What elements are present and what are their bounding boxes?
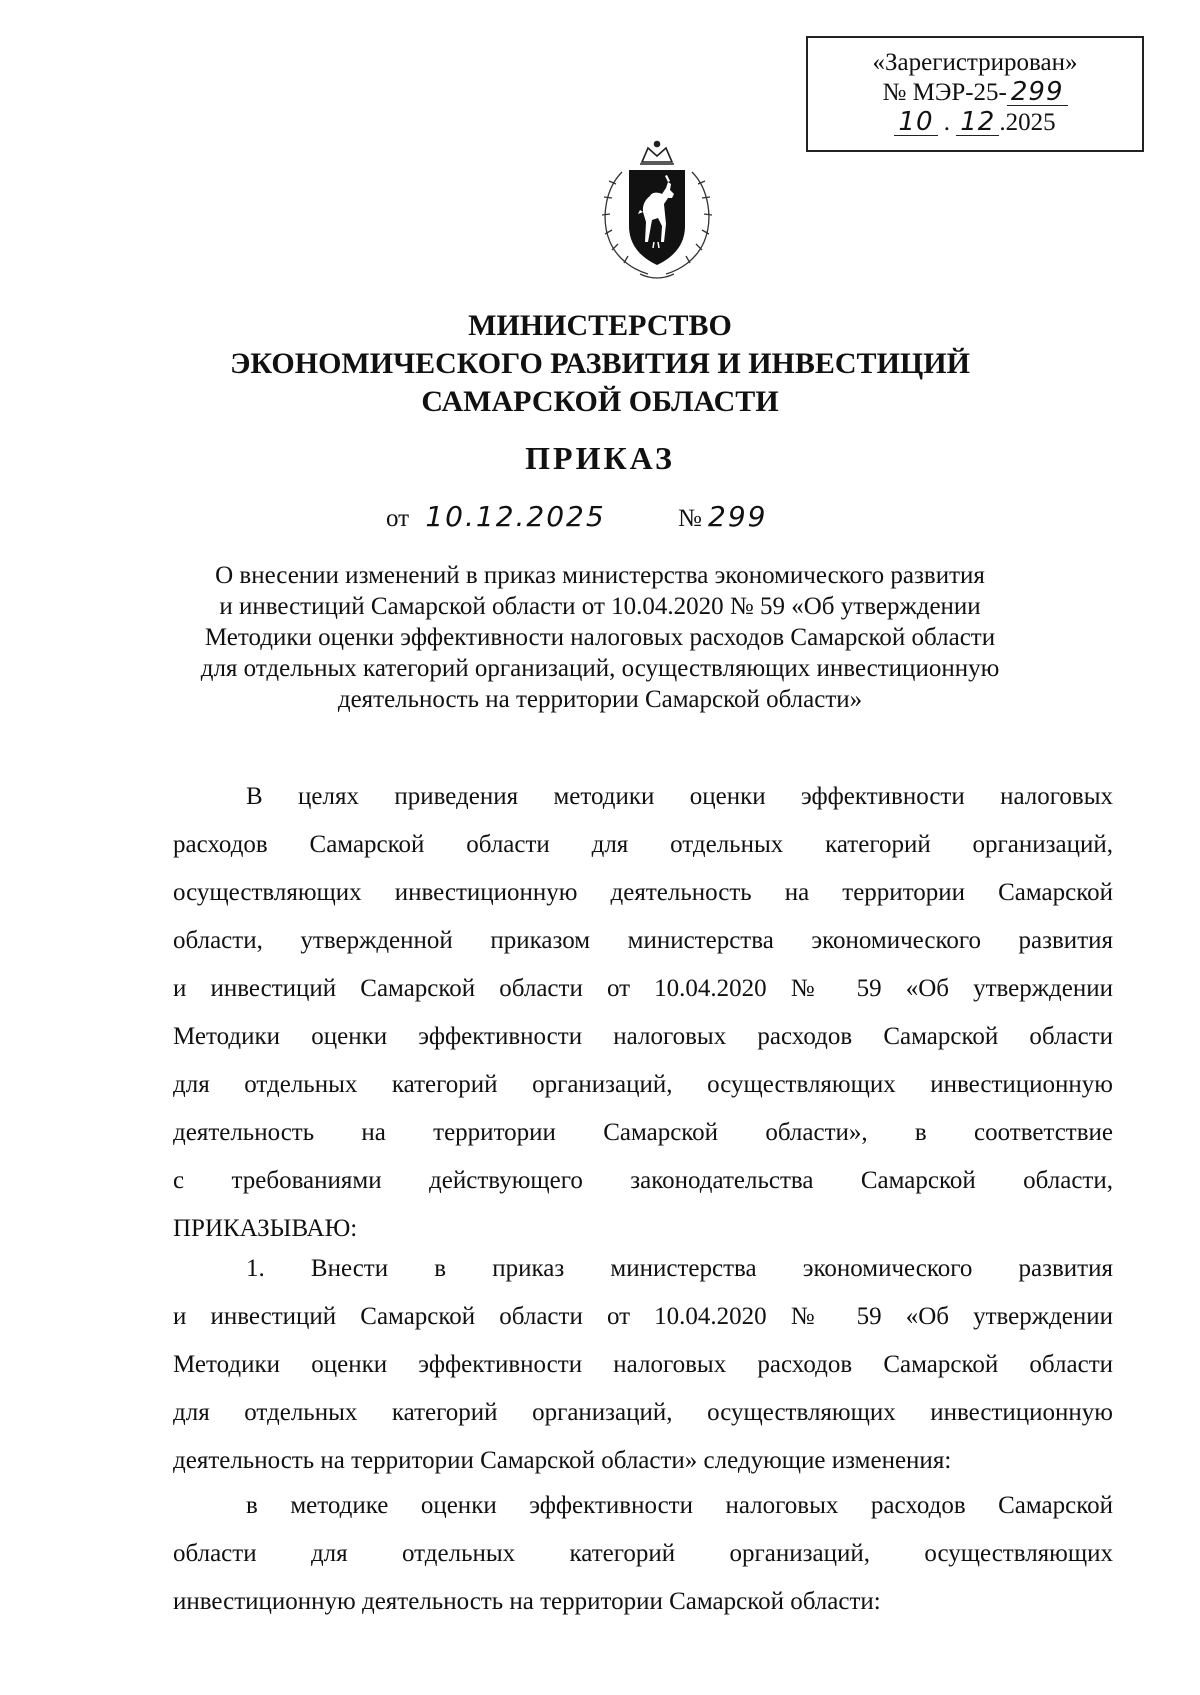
subject-line: и инвестиций Самарской области от 10.04.2020 № 59 «Об утверждении (219, 593, 981, 620)
paragraph-line: деятельность на территории Самарской области» следующие изменения: (173, 1447, 952, 1474)
registration-date-month: 12 (956, 109, 999, 136)
document-type-title: ПРИКАЗ (525, 440, 675, 476)
paragraph-line: инвестиционную деятельность на территории Самарской области: (173, 1588, 881, 1615)
subject-line: деятельность на территории Самарской области» (337, 686, 863, 713)
registration-stamp (806, 36, 1144, 152)
paragraph-line: для отдельных категорий организаций, осуществляющих инвестиционную (173, 1071, 1113, 1098)
paragraph-line: области для отдельных категорий организаций, осуществляющих (173, 1540, 1113, 1567)
order-number-label: № (677, 505, 702, 532)
paragraph-line: В целях приведения методики оценки эффективности налоговых (246, 783, 1113, 810)
subject-line: О внесении изменений в приказ министерства экономического развития (215, 562, 985, 589)
preamble-paragraph (173, 773, 1113, 1253)
ministry-line-1: МИНИСТЕРСТВО (468, 309, 732, 342)
item-1-paragraph (173, 1245, 1113, 1485)
paragraph-line: и инвестиций Самарской области от 10.04.2020 № 59 «Об утверждении (173, 975, 1113, 1002)
ministry-heading (150, 307, 1050, 421)
coat-of-arms-emblem (582, 138, 732, 283)
order-subject (160, 560, 1040, 715)
subject-line: Методики оценки эффективности налоговых расходов Самарской области (204, 624, 996, 651)
registration-date-separator: . (937, 109, 957, 136)
order-directive: ПРИКАЗЫВАЮ: (173, 1215, 358, 1242)
paragraph-line: Методики оценки эффективности налоговых расходов Самарской области (173, 1023, 1113, 1050)
paragraph-line: в методике оценки эффективности налоговых расходов Самарской (246, 1492, 1113, 1519)
registration-label: «Зарегистрирован» (872, 49, 1078, 76)
ministry-line-3: САМАРСКОЙ ОБЛАСТИ (421, 385, 779, 418)
ministry-line-2: ЭКОНОМИЧЕСКОГО РАЗВИТИЯ И ИНВЕСТИЦИЙ (230, 347, 970, 380)
registration-number-prefix: № МЭР-25- (882, 79, 1007, 106)
order-from-label: от (386, 505, 410, 532)
order-date-handwritten: 10.12.2025 (425, 500, 606, 533)
registration-number (808, 78, 1142, 108)
registration-date-year: .2025 (999, 109, 1056, 136)
order-number-handwritten: 299 (708, 500, 768, 533)
paragraph-line: деятельность на территории Самарской области», в соответствие (173, 1119, 1113, 1146)
paragraph-line: Методики оценки эффективности налоговых расходов Самарской области (173, 1351, 1113, 1378)
paragraph-line: 1. Внести в приказ министерства экономического развития (246, 1255, 1113, 1282)
registration-date (808, 108, 1142, 138)
paragraph-line: с требованиями действующего законодательства Самарской области, (173, 1167, 1113, 1194)
paragraph-line: и инвестиций Самарской области от 10.04.2020 № 59 «Об утверждении (173, 1303, 1113, 1330)
paragraph-line: области, утвержденной приказом министерства экономического развития (173, 927, 1113, 954)
registration-number-handwritten: 299 (1007, 79, 1068, 106)
paragraph-line: расходов Самарской области для отдельных категорий организаций, (173, 831, 1113, 858)
subject-line: для отдельных категорий организаций, осуществляющих инвестиционную (200, 655, 1000, 682)
registration-date-day: 10 (894, 109, 937, 136)
paragraph-line: осуществляющих инвестиционную деятельность на территории Самарской (173, 879, 1113, 906)
methodology-paragraph (173, 1482, 1113, 1626)
order-date-number (386, 500, 768, 533)
paragraph-line: для отдельных категорий организаций, осуществляющих инвестиционную (173, 1399, 1113, 1426)
